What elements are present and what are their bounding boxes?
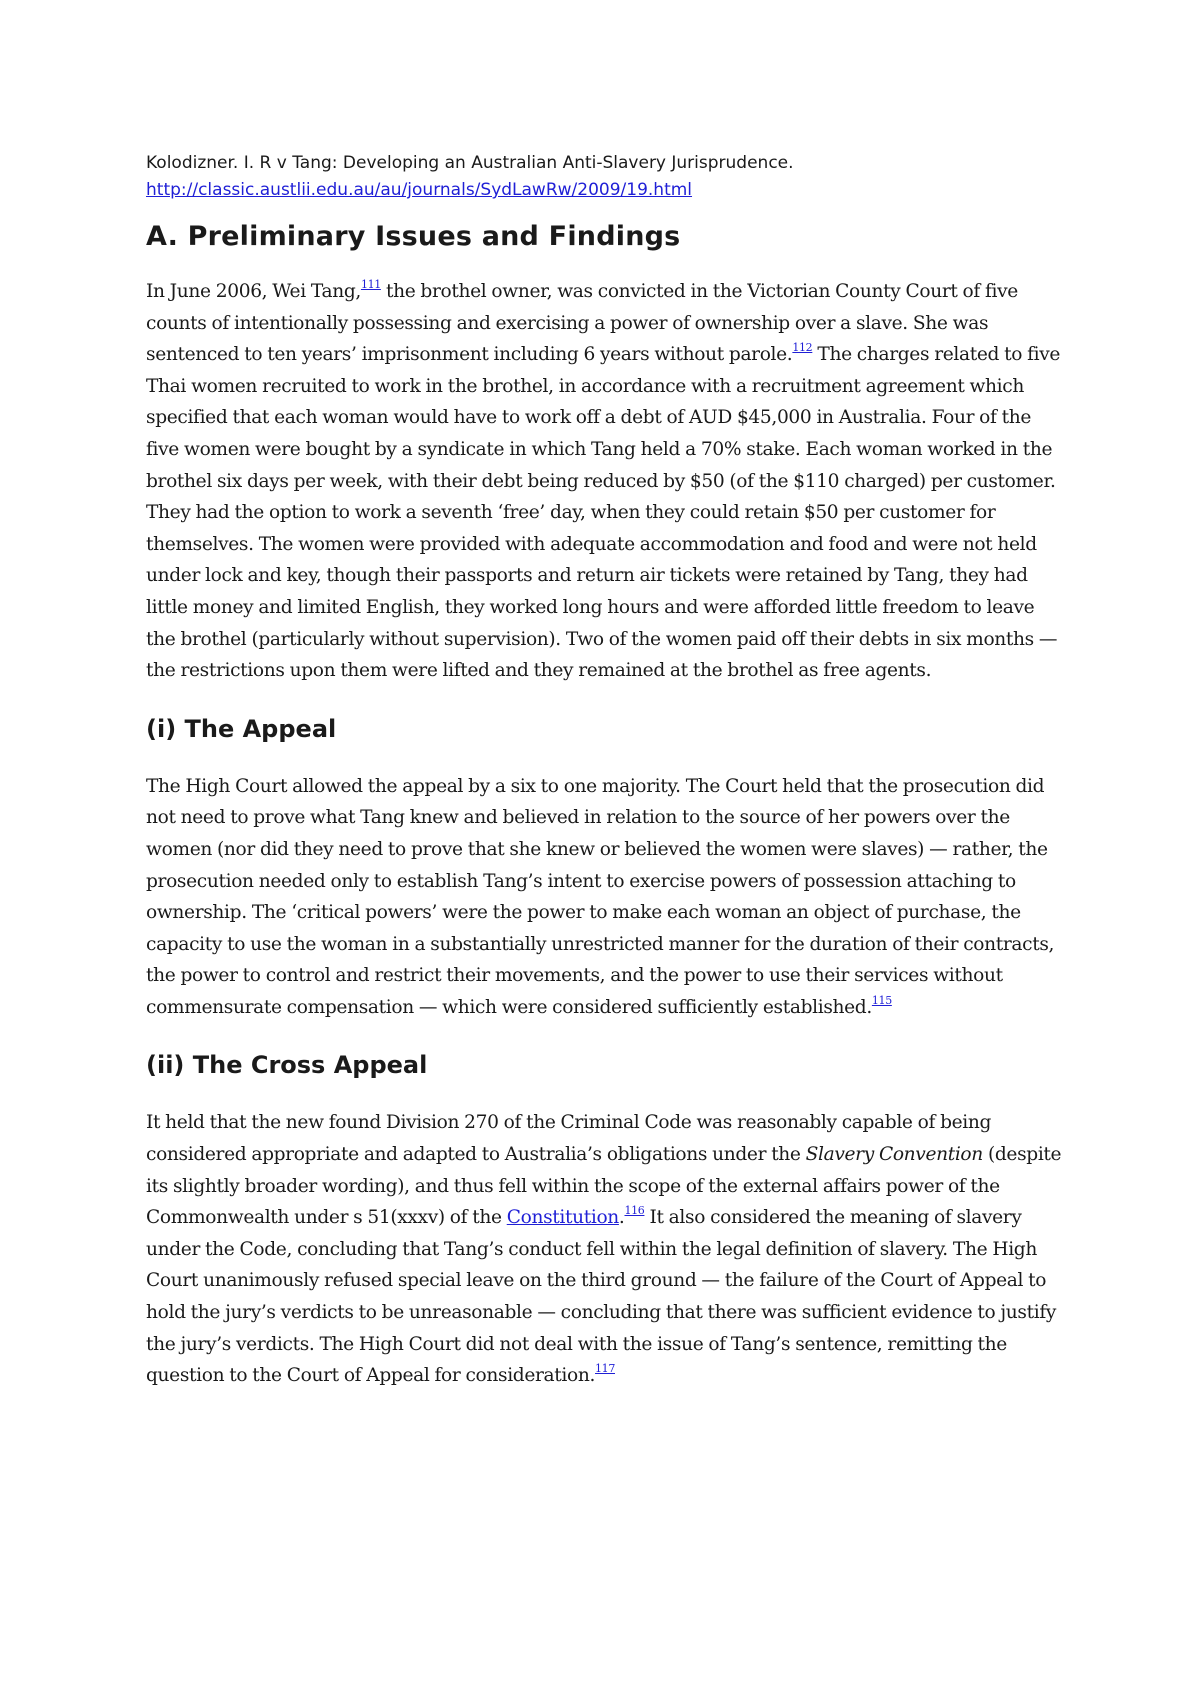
- section-heading-preliminary: A. Preliminary Issues and Findings: [146, 221, 681, 252]
- document-page: [146, 150, 1068, 1392]
- footnote-ref-115[interactable]: [872, 994, 892, 1007]
- citation-url-link[interactable]: http://classic.austlii.edu.au/au/journals/SydLawRw/2009/19.html: [146, 180, 693, 200]
- footnote-link-116[interactable]: 116: [624, 1204, 645, 1218]
- footnote-ref-116[interactable]: [624, 1204, 644, 1217]
- paragraph-text: It also considered the meaning of slavery under the Code, concluding that Tang’s conduct fell within the legal definition of slavery. The High Court unanimously refused special leave on the third ground — the failure of the Court of Appeal to hold the jury’s verdicts to be unreasonable — concluding that there was sufficient evidence to justify the jury’s verdicts. The High Court did not deal with the issue of Tang’s sentence, remitting the question to the Court of Appeal for consideration.: [146, 1207, 1057, 1387]
- section-heading-appeal: (i) The Appeal: [146, 714, 337, 743]
- paragraph-text: .: [618, 1207, 625, 1229]
- italic-title: Slavery Convention: [805, 1144, 983, 1166]
- paragraph-text: The charges related to five Thai women recruited to work in the brothel, in accordance with a recruitment agreement which specified that each woman would have to work off a debt of AUD $45,000 in Australia. Four of the five women were bought by a syndicate in which Tang held a 70% stake. Each woman worked in the brothel six days per week, with their debt being reduced by $50 (of the $110 charged) per customer. They had the option to work a seventh ‘free’ day, when they could retain $50 per customer for themselves. The women were provided with adequate accommodation and food and were not held under lock and key, though their passports and return air tickets were retained by Tang, they had little money and limited English, they worked long hours and were afforded little freedom to leave the brothel (particularly without supervision). Two of the women paid off their debts in six months — the restrictions upon them were lifted and they remained at the brothel as free agents.: [146, 344, 1061, 682]
- paragraph-text: The High Court allowed the appeal by a six to one majority. The Court held that the prosecution did not need to prove what Tang knew and believed in relation to the source of her powers over the women (nor did they need to prove that she knew or believed the women were slaves) — rather, the prosecution needed only to establish Tang’s intent to exercise powers of possession attaching to ownership. The ‘critical powers’ were the power to make each woman an object of purchase, the capacity to use the woman in a substantially unrestricted manner for the duration of their contracts, the power to control and restrict their movements, and the power to use their services without commensurate compensation — which were considered sufficiently established.: [146, 775, 1055, 1018]
- paragraph-text: the brothel owner, was convicted in the Victorian County Court of five counts of intentionally possessing and exercising a power of ownership over a slave. She was sentenced to ten years’ imprisonment including 6 years without parole.: [146, 281, 1018, 366]
- citation-text: Kolodizner. I. R v Tang: Developing an Australian Anti-Slavery Jurisprudence.: [146, 153, 794, 173]
- paragraph-appeal: [146, 771, 1068, 1024]
- paragraph-text: (despite its slightly broader wording), and thus fell within the scope of the external affairs power of the Commonwealth under s 51(xxxv) of the: [146, 1144, 1062, 1229]
- paragraph-cross-appeal: [146, 1107, 1068, 1391]
- footnote-ref-111[interactable]: [361, 278, 381, 291]
- section-heading-cross-appeal: (ii) The Cross Appeal: [146, 1051, 428, 1080]
- footnote-link-115[interactable]: 115: [871, 993, 892, 1007]
- paragraph-text: It held that the new found Division 270 of the Criminal Code was reasonably capable of being considered appropriate and adapted to Australia’s obligations under the: [146, 1112, 992, 1166]
- paragraph-preliminary: [146, 276, 1068, 687]
- footnote-link-112[interactable]: 112: [792, 341, 813, 355]
- paragraph-text: In June 2006, Wei Tang,: [146, 281, 361, 302]
- footnote-ref-112[interactable]: [792, 341, 812, 354]
- footnote-ref-117[interactable]: [595, 1362, 615, 1375]
- footnote-link-117[interactable]: 117: [595, 1362, 615, 1376]
- footnote-link-111[interactable]: 111: [360, 278, 381, 291]
- constitution-link[interactable]: Constitution: [506, 1207, 619, 1229]
- citation-block: [146, 150, 1068, 204]
